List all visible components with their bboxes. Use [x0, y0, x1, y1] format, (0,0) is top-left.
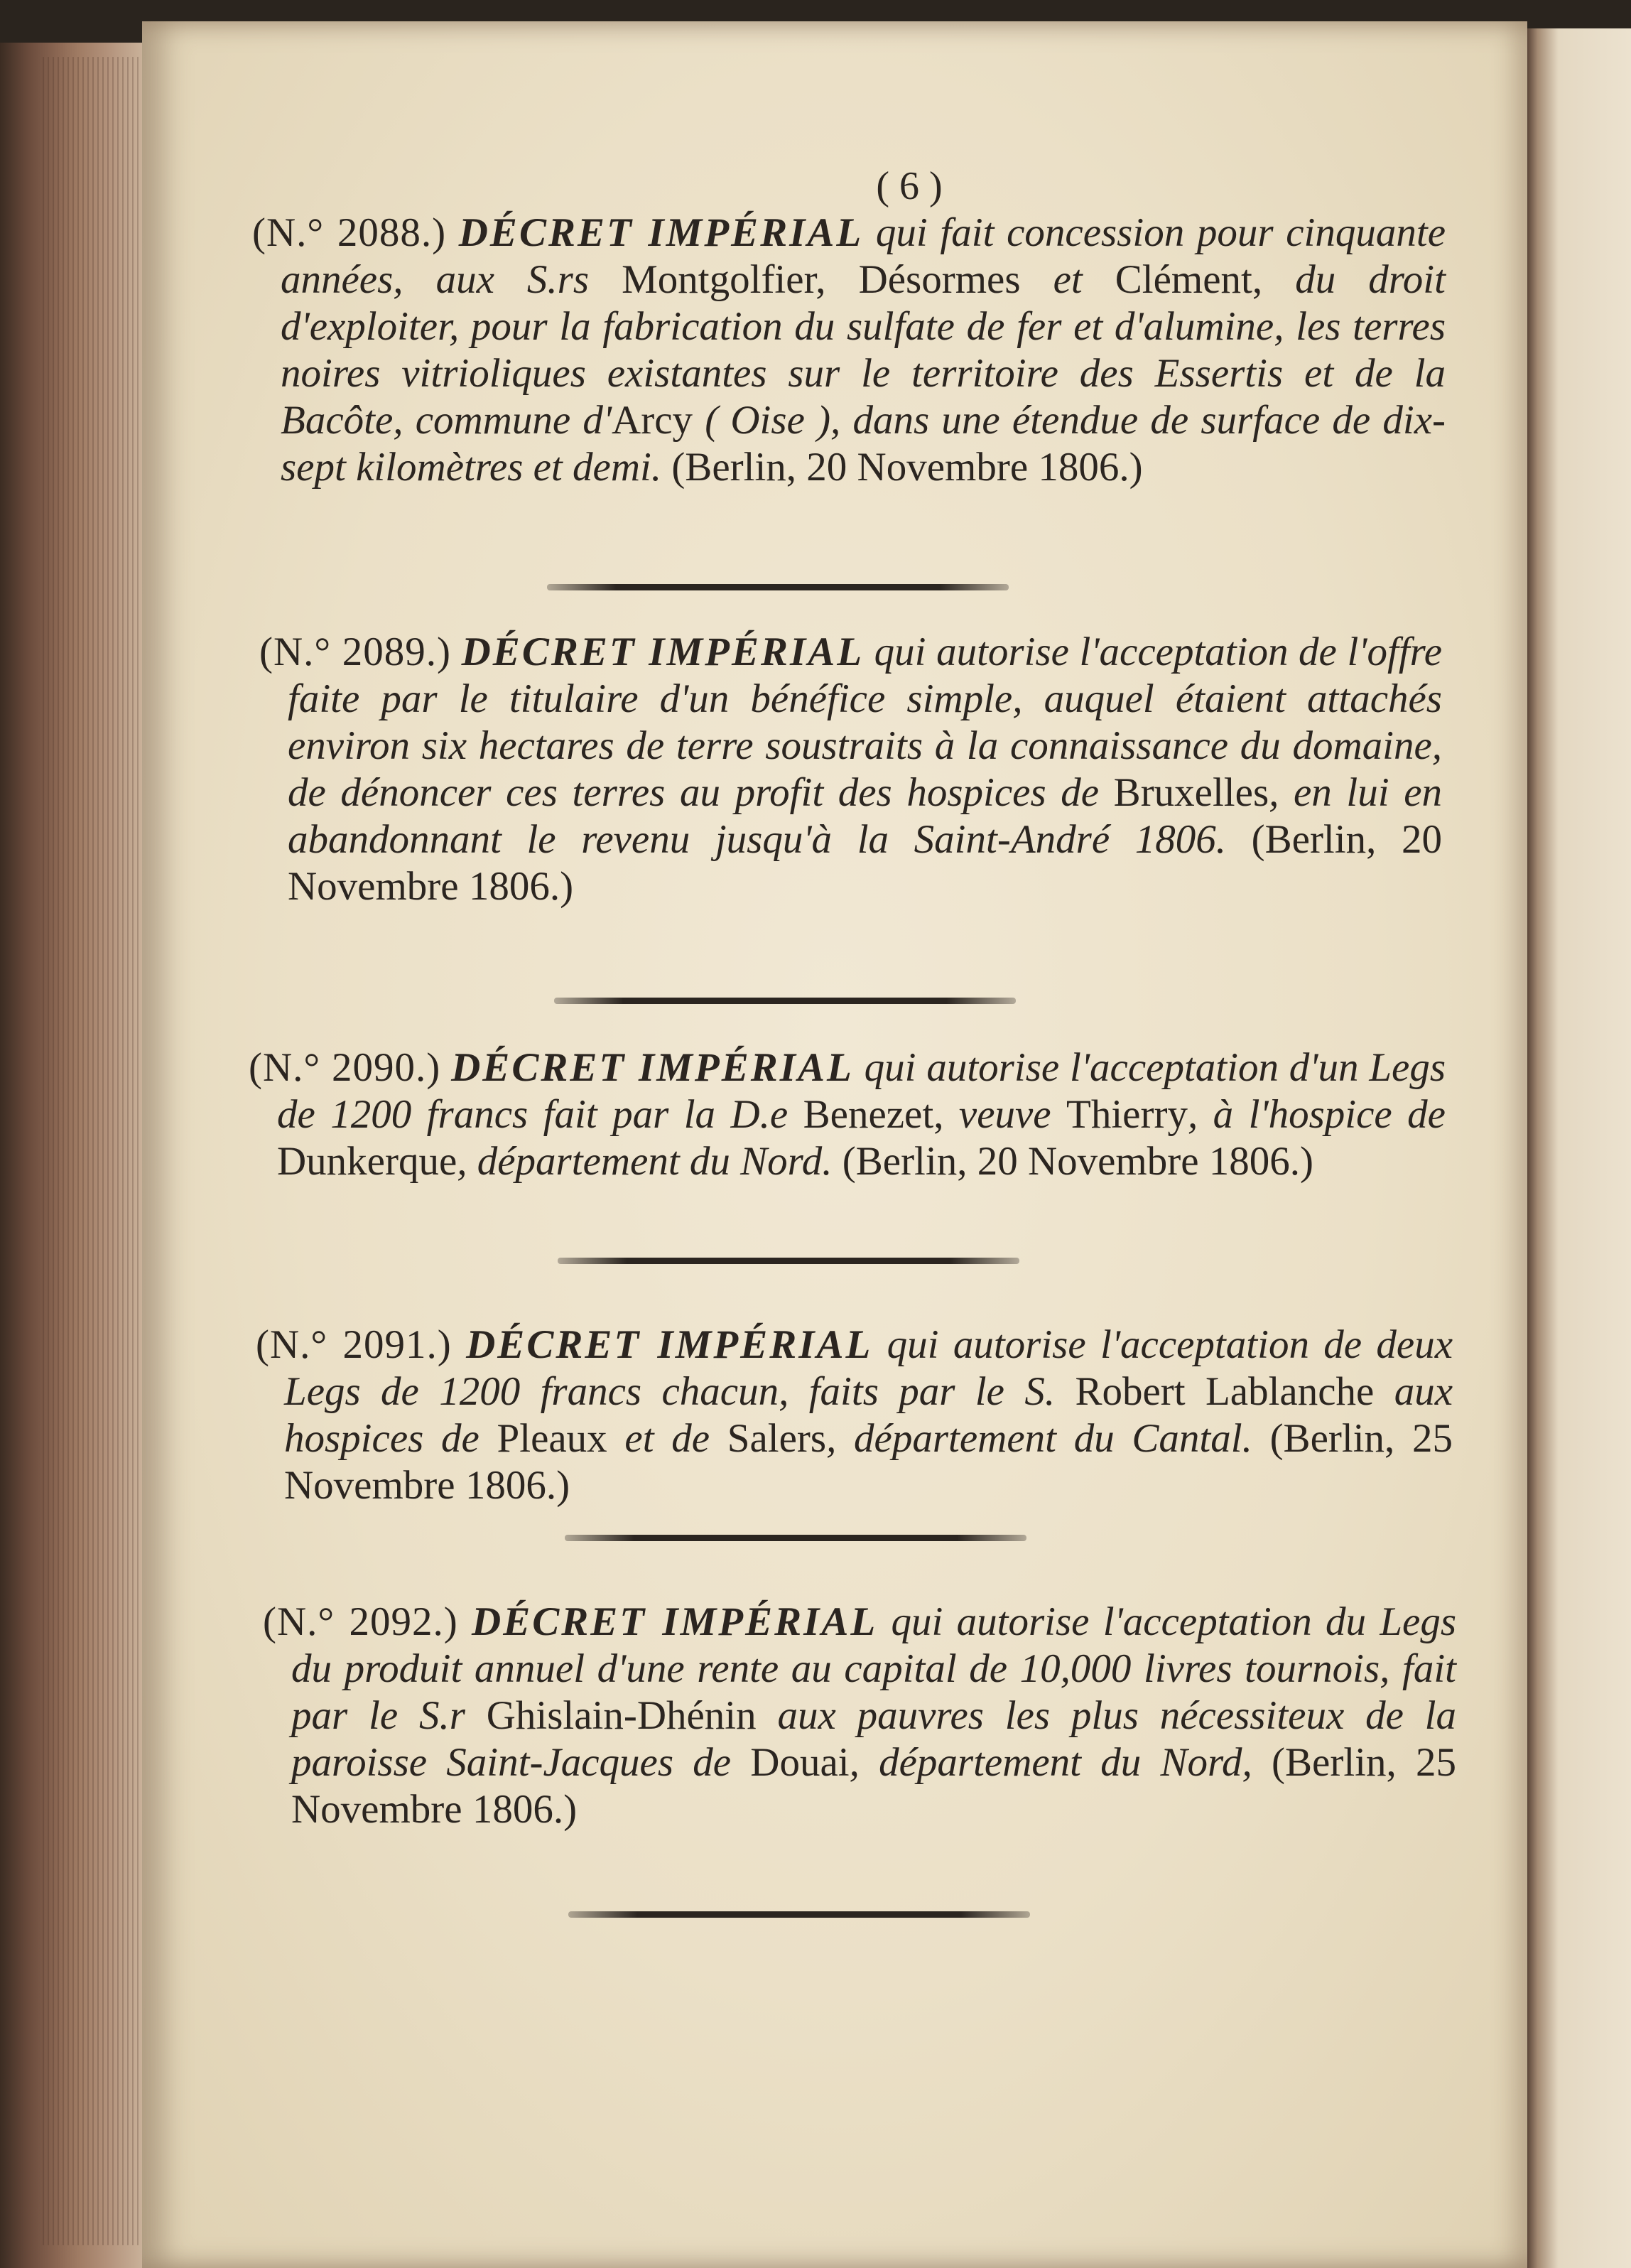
decree-paragraph	[259, 629, 1442, 910]
decree-text: Ghislain-Dhénin	[486, 1693, 778, 1738]
decree-text: Robert Lablanche	[1075, 1369, 1394, 1414]
decree-entry-2089	[259, 629, 1442, 910]
facing-page-edge	[1527, 28, 1631, 2268]
decree-text: veuve	[958, 1092, 1067, 1137]
decree-paragraph	[252, 210, 1446, 491]
decree-heading: DÉCRET IMPÉRIAL	[466, 1322, 873, 1367]
decree-text: du droit d'exploiter, pour la fabrication du sulfate de fer et d'alumine, les terres noires vitrioliques existantes sur le territoire des Essertis et de la Bacôte, commune d'	[281, 257, 1446, 443]
decree-text: , département du Cantal.	[826, 1416, 1270, 1461]
decree-text: qui autorise l'acceptation de deux Legs de 1200 francs chacun, faits par le S.	[284, 1322, 1453, 1414]
decree-entry-2092	[263, 1599, 1456, 1833]
decree-entry-2091	[256, 1322, 1453, 1509]
decree-number: (N.° 2091.)	[256, 1322, 452, 1367]
decree-number: (N.° 2089.)	[259, 630, 452, 674]
decree-text: aux pauvres les plus nécessiteux de la paroisse Saint-Jacques de	[291, 1693, 1457, 1785]
section-divider	[565, 1535, 1026, 1541]
decree-paragraph	[249, 1044, 1446, 1185]
decree-date: (Berlin, 20 Novembre 1806.)	[671, 445, 1143, 490]
decree-date: (Berlin, 25 Novembre 1806.)	[284, 1416, 1453, 1508]
decree-text: , à l'hospice de	[1187, 1092, 1446, 1137]
decree-paragraph	[263, 1599, 1456, 1833]
decree-heading: DÉCRET IMPÉRIAL	[458, 210, 864, 255]
document-page	[142, 21, 1527, 2268]
decree-text: qui autorise l'acceptation de l'offre faite par le titulaire d'un bénéfice simple, auquel étaient attachés environ six hectares de terre soustraits à la connaissance du domaine, de dénoncer ces terres au profit des hospices de	[288, 630, 1443, 815]
decree-number: (N.° 2088.)	[252, 210, 447, 255]
decree-number: (N.° 2092.)	[263, 1599, 458, 1644]
decree-text: , en lui en abandonnant le revenu jusqu'à la Saint-André 1806.	[288, 770, 1442, 862]
decree-text: Benezet,	[803, 1092, 959, 1137]
decree-text: Salers	[727, 1416, 827, 1461]
decree-text: , département du Nord,	[849, 1740, 1272, 1785]
decree-text: qui autorise l'acceptation du Legs du produit annuel d'une rente au capital de 10,000 livres tournois, fait par le S.r	[291, 1599, 1456, 1738]
decree-paragraph	[256, 1322, 1453, 1509]
page-number: ( 6 )	[876, 164, 943, 208]
decree-heading: DÉCRET IMPÉRIAL	[461, 630, 865, 674]
decree-text: aux hospices de	[284, 1369, 1453, 1461]
decree-text: qui autorise l'acceptation d'un Legs de 1200 francs fait par la D.e	[277, 1045, 1446, 1137]
section-divider	[568, 1911, 1030, 1918]
decree-entry-2088	[252, 210, 1446, 491]
section-divider	[547, 584, 1009, 590]
decree-heading: DÉCRET IMPÉRIAL	[451, 1045, 854, 1090]
page-stack-texture	[43, 57, 139, 2245]
decree-date: (Berlin, 20 Novembre 1806.)	[842, 1139, 1314, 1184]
section-divider	[558, 1258, 1019, 1264]
decree-date: (Berlin, 25 Novembre 1806.)	[291, 1740, 1456, 1832]
decree-entry-2090	[249, 1044, 1446, 1185]
decree-text: Douai	[750, 1740, 850, 1785]
decree-text: ( Oise ), dans une étendue de surface de dix-sept kilomètres et demi.	[281, 398, 1446, 490]
decree-text: Dunkerque	[277, 1139, 457, 1184]
decree-text: et	[1053, 257, 1115, 302]
decree-text: Arcy	[612, 398, 705, 443]
decree-text: , département du Nord.	[457, 1139, 842, 1184]
decree-text: Bruxelles	[1113, 770, 1269, 815]
decree-date: (Berlin, 20 Novembre 1806.)	[288, 817, 1442, 909]
decree-text: et de	[624, 1416, 727, 1461]
decree-text: Pleaux	[497, 1416, 625, 1461]
decree-heading: DÉCRET IMPÉRIAL	[472, 1599, 878, 1644]
section-divider	[554, 998, 1016, 1004]
decree-number: (N.° 2090.)	[249, 1045, 441, 1090]
decree-text: Clément,	[1115, 257, 1296, 302]
decree-text: Thierry	[1066, 1092, 1188, 1137]
decree-text: qui fait concession pour cinquante années, aux S.rs	[281, 210, 1446, 302]
decree-text: Montgolfier, Désormes	[622, 257, 1053, 302]
